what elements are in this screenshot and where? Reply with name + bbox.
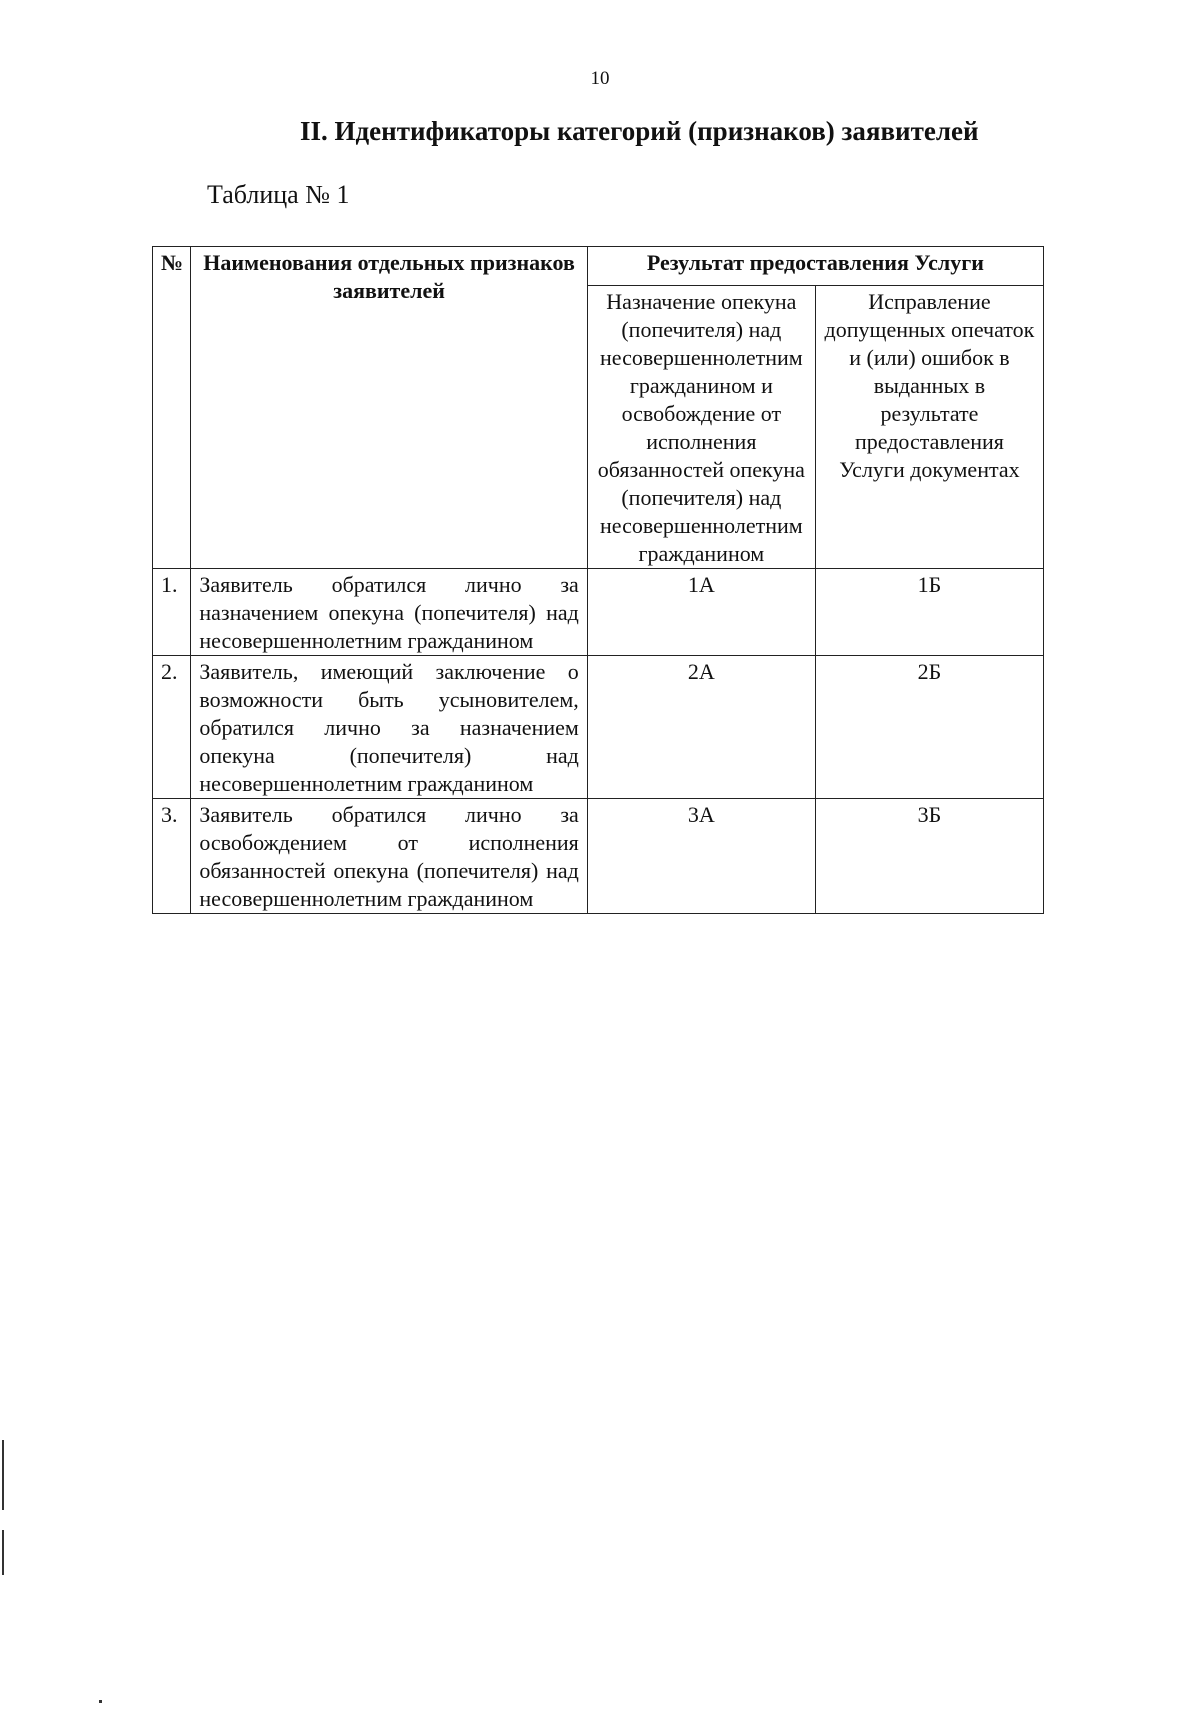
row-number: 2. [153, 656, 191, 799]
table-caption: Таблица № 1 [207, 180, 350, 209]
page-number: 10 [590, 68, 610, 89]
header-result: Результат предоставления Услуги [587, 247, 1043, 286]
row-code-b: 1Б [815, 569, 1043, 656]
row-description: Заявитель обратился лично за назначением опекуна (попечителя) над несовершеннолетним гражданином [191, 569, 587, 656]
row-code-a: 1А [587, 569, 815, 656]
row-code-b: 3Б [815, 799, 1043, 914]
row-code-a: 3А [587, 799, 815, 914]
table-row [153, 656, 1044, 799]
table-header-row [153, 247, 1044, 286]
table-row [153, 569, 1044, 656]
row-description: Заявитель обратился лично за освобождением от исполнения обязанностей опекуна (попечителя) над несовершеннолетним гражданином [191, 799, 587, 914]
row-code-a: 2А [587, 656, 815, 799]
subheader-correction: Исправление допущенных опечаток и (или) ошибок в выданных в результате предоставления Услуги документах [815, 286, 1043, 569]
scan-edge-mark [2, 1530, 4, 1575]
section-title: II. Идентификаторы категорий (признаков) заявителей [300, 116, 979, 146]
identifiers-table [152, 246, 1044, 914]
subheader-appointment: Назначение опекуна (попечителя) над несовершеннолетним гражданином и освобождение от исполнения обязанностей опекуна (попечителя) над несовершеннолетним гражданином [587, 286, 815, 569]
row-code-b: 2Б [815, 656, 1043, 799]
scan-dot-mark [99, 1700, 102, 1703]
row-number: 3. [153, 799, 191, 914]
header-num: № [153, 247, 191, 569]
row-number: 1. [153, 569, 191, 656]
scan-edge-mark [2, 1440, 4, 1510]
header-name: Наименования отдельных признаков заявителей [191, 247, 587, 569]
row-description: Заявитель, имеющий заключение о возможности быть усыновителем, обратился лично за назначением опекуна (попечителя) над несовершеннолетним гражданином [191, 656, 587, 799]
table-row [153, 799, 1044, 914]
